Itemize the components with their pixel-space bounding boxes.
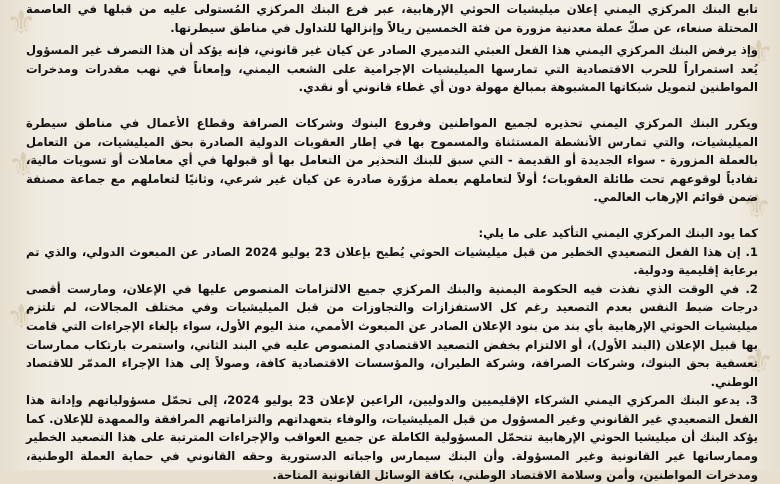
- list-item-2: 2. في الوقت الذي نفذت فيه الحكومة اليمنية والبنك المركزي جميع الالتزامات المنصوص عليها في الإعلان، ومارست أقصى درجات ضبط النفس بعدم التصعيد رغم كل الاستفزازات والتجاوزات من قبل الميليشيات وفي مختلف المجالات، لم تلتزم ميليشيات الحوثي الإرهابية بأي بند من بنود الإعلان الصادر عن المبعوث الأممي، منذ اليوم الأول، سواء بإلغاء الإجراءات التي قامت بها قبيل الإعلان (البند الأول)، أو الالتزام بخفض التصعيد الاقتصادي المنصوص عليه في البند الثاني، واستمرت بارتكاب ممارسات تعسفية بحق البنوك، وشركات الصرافة، وشركة الطيران، والمؤسسات الاقتصادية كافة، وصولاً إلى هذا الإجراء المدمّر للاقتصاد الوطني.: [26, 281, 758, 389]
- decorative-pattern: ⚜: [741, 187, 772, 227]
- paragraph-intro: تابع البنك المركزي اليمني إعلان ميليشيات الحوثي الإرهابية، عبر فرع البنك المركزي المُستولى عليه من قبلها في العاصمة المحتلة صنعاء، عن صكّ عملة معدنية مزورة من فئة الخمسين ريالاً وإنزالها للتداول في مناطق سيطرتها.: [26, 2, 758, 35]
- statement-body: [26, 0, 758, 484]
- list-item-1: 1. إن هذا الفعل التصعيدي الخطير من قبل ميليشيات الحوثي يُطيح بإعلان 23 يوليو 2024 الصادر عن المبعوث الدولي، والذي تم برعاية إقليمية ودولية.: [26, 244, 758, 278]
- decorative-pattern: ⚜: [743, 342, 774, 382]
- decorative-pattern: ⚜: [6, 297, 37, 337]
- decorative-pattern: ⚜: [743, 33, 774, 73]
- paragraph-emphasis-heading: كما يود البنك المركزي اليمني التأكيد على ما يلي:: [478, 225, 758, 240]
- list-item-3: 3. يدعو البنك المركزي اليمني الشركاء الإقليميين والدوليين، الراعين لإعلان 23 يوليو 2024، إلى تحمّل مسؤولياتهم وإدانة هذا الفعل التصعيدي غير القانوني وغير المسؤول من قبل الميليشيات، والوفاء بتعهداتهم والتزاماتهم المرافقة والممهدة للإعلان. كما يؤكد البنك أن ميليشيا الحوثي الإرهابية تتحمّل المسؤولية الكاملة عن جميع العواقب والإجراءات المترتبة على هذا التصعيد الخطير وممارساتها غير القانونية وغير المسؤولة. وأن البنك سيمارس واجباته الدستورية وحقه القانوني في حماية العملة الوطنية، ومدخرات المواطنين، وأمن وسلامة الاقتصاد الوطني، بكافة الوسائل القانونية المتاحة.: [26, 393, 758, 482]
- paragraph-rejection: وإذ يرفض البنك المركزي اليمني هذا الفعل العبثي التدميري الصادر عن كيان غير قانوني، فإنه يؤكد أن هذا التصرف غير المسؤول يُعد استمراراً للحرب الاقتصادية التي تمارسها الميليشيات الإجرامية على الشعب اليمني، وإمعاناً في نهب مقدرات ومدخرات المواطنين لتمويل شبكاتها المشبوهة بمبالغ مهولة دون أي غطاء قانوني أو نقدي.: [26, 43, 758, 95]
- decorative-pattern: ⚜: [6, 3, 37, 43]
- paragraph-warning: ويكرر البنك المركزي اليمني تحذيره لجميع المواطنين وفروع البنوك وشركات الصرافة وقطاع الأعمال في مناطق سيطرة الميليشيات، والتي تمارس الأنشطة المستثناة والمسموح بها في إطار العقوبات الدولية الصادرة بحق الميليشيات، من التعامل بالعملة المزورة - سواء الجديدة أو القديمة - التي سبق للبنك التحذير من التعامل بها أو قبولها في أي معاملات أو تسويات مالية، تفادياً لوقوعهم تحت طائلة العقوبات؛ أولاً لتعاملهم بعملة مزوّرة صادرة عن كيان غير شرعي، وثانيًا لتعاملهم مع جماعة مصنفة ضمن قوائم الإرهاب العالمي.: [26, 115, 758, 205]
- decorative-pattern: ⚜: [8, 145, 39, 185]
